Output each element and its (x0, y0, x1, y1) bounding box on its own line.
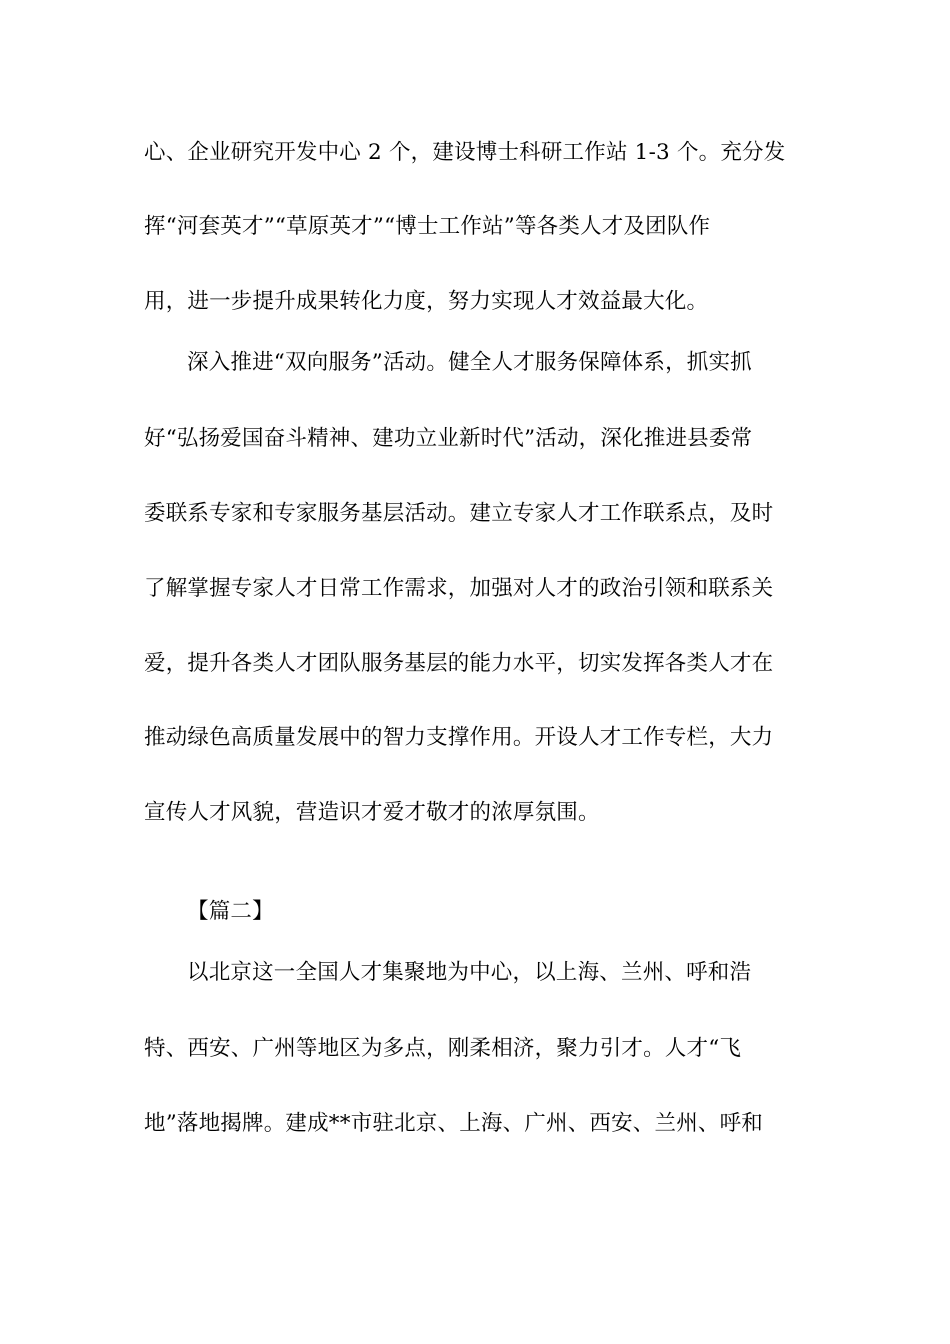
paragraph-line: 爱，提升各类人才团队服务基层的能力水平，切实发挥各类人才在 (144, 651, 774, 676)
paragraph-line: 了解掌握专家人才日常工作需求，加强对人才的政治引领和联系关 (144, 576, 774, 601)
paragraph-line: 宣传人才风貌，营造识才爱才敬才的浓厚氛围。 (144, 800, 600, 825)
paragraph-line: 特、西安、广州等地区为多点，刚柔相济，聚力引才。人才“飞 (144, 1036, 742, 1061)
section-heading: 【篇二】 (187, 899, 274, 924)
paragraph-line: 深入推进“双向服务”活动。健全人才服务保障体系，抓实抓 (187, 350, 752, 375)
paragraph-line: 心、企业研究开发中心 2 个，建设博士科研工作站 1-3 个。充分发 (144, 140, 786, 165)
paragraph-line: 委联系专家和专家服务基层活动。建立专家人才工作联系点，及时 (144, 501, 774, 526)
paragraph-line: 推动绿色高质量发展中的智力支撑作用。开设人才工作专栏，大力 (144, 725, 774, 750)
paragraph-line: 以北京这一全国人才集聚地为中心，以上海、兰州、呼和浩 (187, 960, 752, 985)
paragraph-line: 挥“河套英才”“草原英才”“博士工作站”等各类人才及团队作 (144, 214, 711, 239)
paragraph-line: 好“弘扬爱国奋斗精神、建功立业新时代”活动，深化推进县委常 (144, 426, 753, 451)
paragraph-line: 用，进一步提升成果转化力度，努力实现人才效益最大化。 (144, 289, 709, 314)
paragraph-line: 地”落地揭牌。建成**市驻北京、上海、广州、西安、兰州、呼和 (144, 1111, 763, 1136)
